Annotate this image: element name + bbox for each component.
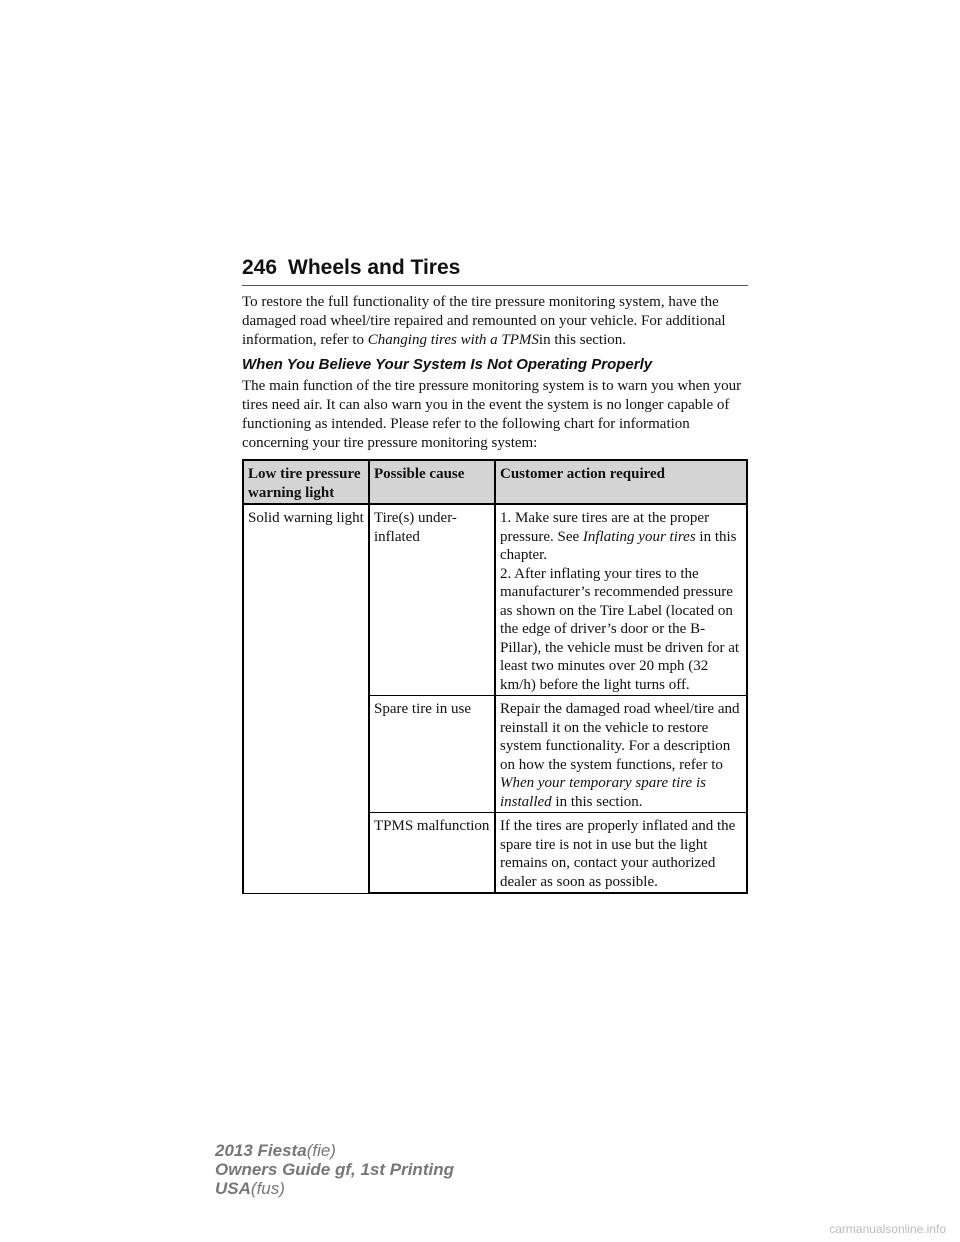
print-footer [215, 1141, 454, 1198]
footer-model: 2013 Fiesta [215, 1141, 307, 1160]
cell-cause: Spare tire in use [369, 696, 495, 813]
action-text-after: in this section. [551, 793, 643, 810]
intro-reference: Changing tires with a TPMS [367, 332, 539, 348]
footer-market: USA [215, 1179, 251, 1198]
cell-cause: Tire(s) under-inflated [369, 504, 495, 696]
cell-cause: TPMS malfunction [369, 813, 495, 894]
header-action: Customer action required [495, 460, 747, 504]
tpms-chart-table [242, 459, 748, 894]
action-step-1 [500, 509, 742, 565]
intro-text: To restore the full functionality of the tire pressure monitoring system, have the damaged road wheel/tire repaired and remounted on your vehicle. For additional information, refer to [242, 294, 726, 348]
subheading: When You Believe Your System Is Not Operating Properly [242, 356, 653, 373]
page-content [242, 293, 748, 894]
page-number: 246 [242, 256, 278, 279]
table-header-row [243, 460, 747, 504]
cell-action [495, 696, 747, 813]
cell-action [495, 504, 747, 696]
header-cause: Possible cause [369, 460, 495, 504]
body-paragraph: The main function of the tire pressure monitoring system is to warn you when your tires need air. It can also warn you in the event the system is no longer capable of functioning as intended. Please refer to the following chart for information concerning your tire pressure monitoring system: [242, 378, 742, 451]
action-text: 1. Make sure tires are at the proper pressure. See [500, 510, 710, 545]
footer-model-code: (fie) [306, 1141, 336, 1160]
action-reference: When your temporary spare tire is installed [500, 775, 706, 810]
section-title: Wheels and Tires [288, 256, 461, 279]
footer-market-code: (fus) [250, 1179, 285, 1198]
header-light: Low tire pressure warning light [243, 460, 369, 504]
action-reference: Inflating your tires [582, 528, 696, 545]
cell-action: If the tires are properly inflated and the spare tire is not in use but the light remains on, contact your authorized dealer as soon as possible. [495, 813, 747, 894]
cell-warning-light: Solid warning light [243, 504, 369, 893]
action-text-after: in this chapter. [500, 528, 737, 563]
table-row [243, 504, 747, 696]
header-divider [242, 285, 748, 286]
intro-paragraph [242, 293, 748, 350]
watermark: carmanualsonline.info [829, 1222, 946, 1236]
page-header [242, 255, 748, 285]
action-text: Repair the damaged road wheel/tire and reinstall it on the vehicle to restore system functionality. For a description on how the system functions, refer to [500, 701, 740, 773]
intro-text-after: in this section. [538, 332, 626, 348]
action-step-2: 2. After inflating your tires to the manufacturer’s recommended pressure as shown on the Tire Label (located on the edge of driver’s door or the B-Pillar), the vehicle must be driven for at least two minutes over 20 mph (32 km/h) before the light turns off. [500, 565, 740, 693]
footer-guide: Owners Guide gf, 1st Printing [215, 1160, 454, 1179]
